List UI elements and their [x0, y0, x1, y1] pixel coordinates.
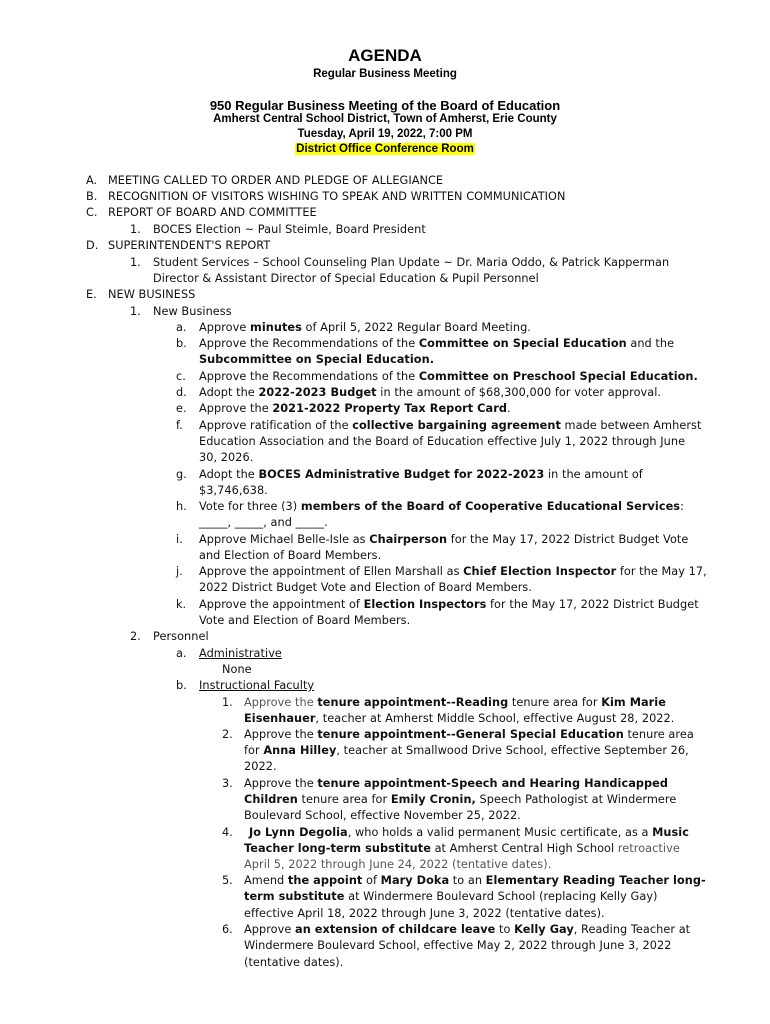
- nb-c-line1: Approve the Recommendations of the Committee on Preschool Special Education.: [199, 370, 698, 383]
- nb-f-line1: Approve ratification of the collective bargaining agreement made between Amherst: [199, 419, 702, 432]
- nb-j-marker: j.: [176, 565, 183, 578]
- faculty-2-line2: for Anna Hilley, teacher at Smallwood Drive School, effective September 26,: [244, 744, 689, 757]
- personnel-a-marker: a.: [176, 647, 187, 660]
- nb-d-line1: Adopt the 2022-2023 Budget in the amount of $68,300,000 for voter approval.: [199, 386, 662, 399]
- nb-a-marker: a.: [176, 321, 187, 334]
- nb-j-line2: 2022 District Budget Vote and Election of Board Members.: [199, 581, 532, 594]
- section-e2-text: Personnel: [153, 630, 209, 643]
- nb-g-line2: $3,746,638.: [199, 484, 268, 497]
- faculty-2-marker: 2.: [222, 728, 233, 741]
- nb-j-line1: Approve the appointment of Ellen Marshall as Chief Election Inspector for the May 17,: [199, 565, 707, 578]
- nb-a-line1: Approve minutes of April 5, 2022 Regular Board Meeting.: [199, 321, 531, 334]
- nb-c-marker: c.: [176, 370, 186, 383]
- section-c-marker: C.: [86, 206, 98, 219]
- section-e1-text: New Business: [153, 305, 232, 318]
- faculty-4-line1: Jo Lynn Degolia, who holds a valid permanent Music certificate, as a Music: [249, 826, 689, 839]
- section-e-marker: E.: [86, 288, 97, 301]
- faculty-6-line2: Windermere Boulevard School, effective May 2, 2022 through June 3, 2022: [244, 939, 672, 952]
- section-c1-text: BOCES Election ~ Paul Steimle, Board President: [153, 223, 426, 236]
- faculty-4-marker: 4.: [222, 826, 233, 839]
- faculty-2-line3: 2022.: [244, 760, 277, 773]
- faculty-5-line3: effective April 18, 2022 through June 3, 2022 (tentative dates).: [244, 907, 605, 920]
- meeting-datetime: Tuesday, April 19, 2022, 7:00 PM: [297, 128, 473, 140]
- faculty-6-line1: Approve an extension of childcare leave to Kelly Gay, Reading Teacher at: [244, 923, 691, 936]
- section-d-text: SUPERINTENDENT'S REPORT: [108, 239, 271, 252]
- faculty-6-marker: 6.: [222, 923, 233, 936]
- location-highlight: District Office Conference Room: [296, 143, 474, 155]
- section-e1-marker: 1.: [130, 305, 141, 318]
- nb-e-line1: Approve the 2021-2022 Property Tax Report Card.: [199, 402, 511, 415]
- nb-k-line1: Approve the appointment of Election Inspectors for the May 17, 2022 District Budget: [199, 598, 699, 611]
- nb-f-line3: 30, 2026.: [199, 451, 254, 464]
- faculty-6-line3: (tentative dates).: [244, 956, 344, 969]
- nb-d-marker: d.: [176, 386, 187, 399]
- section-d-marker: D.: [86, 239, 99, 252]
- faculty-3-line2: Children tenure area for Emily Cronin, Speech Pathologist at Windermere: [244, 793, 677, 806]
- personnel-b-heading: Instructional Faculty: [199, 679, 315, 692]
- nb-f-line2: Education Association and the Board of Education effective July 1, 2022 through June: [199, 435, 686, 448]
- section-d1-marker: 1.: [130, 256, 141, 269]
- section-e2-marker: 2.: [130, 630, 141, 643]
- nb-h-marker: h.: [176, 500, 187, 513]
- nb-h-line1: Vote for three (3) members of the Board of Cooperative Educational Services:: [199, 500, 684, 513]
- nb-g-line1: Adopt the BOCES Administrative Budget for 2022-2023 in the amount of: [199, 468, 643, 481]
- faculty-5-marker: 5.: [222, 874, 233, 887]
- section-d1-line1: Student Services – School Counseling Plan Update ~ Dr. Maria Oddo, & Patrick Kapperman: [153, 256, 670, 269]
- faculty-4-line3: April 5, 2022 through June 24, 2022 (tentative dates).: [244, 858, 552, 871]
- faculty-1-line2: Eisenhauer, teacher at Amherst Middle School, effective August 28, 2022.: [244, 712, 675, 725]
- faculty-3-line3: Boulevard School, effective November 25, 2022.: [244, 809, 521, 822]
- personnel-a-none: None: [222, 663, 252, 676]
- section-c1-marker: 1.: [130, 223, 141, 236]
- faculty-5-line2: term substitute at Windermere Boulevard School (replacing Kelly Gay): [244, 890, 658, 903]
- faculty-2-line1: Approve the tenure appointment--General Special Education tenure area: [244, 728, 694, 741]
- section-a-text: MEETING CALLED TO ORDER AND PLEDGE OF ALLEGIANCE: [108, 174, 444, 187]
- agenda-subtitle: Regular Business Meeting: [313, 68, 457, 80]
- nb-e-marker: e.: [176, 402, 187, 415]
- faculty-5-line1: Amend the appoint of Mary Doka to an Elementary Reading Teacher long-: [244, 874, 706, 887]
- faculty-3-marker: 3.: [222, 777, 233, 790]
- faculty-1-marker: 1.: [222, 696, 233, 709]
- personnel-b-marker: b.: [176, 679, 187, 692]
- section-a-marker: A.: [86, 174, 98, 187]
- faculty-4-line2: Teacher long-term substitute at Amherst Central High School retroactive: [244, 842, 680, 855]
- nb-k-line2: Vote and Election of Board Members.: [199, 614, 411, 627]
- nb-k-marker: k.: [176, 598, 187, 611]
- agenda-title: AGENDA: [348, 46, 422, 65]
- nb-i-marker: i.: [176, 533, 183, 546]
- section-d1-line2: Director & Assistant Director of Special Education & Pupil Personnel: [153, 272, 539, 285]
- nb-g-marker: g.: [176, 468, 187, 481]
- section-e-text: NEW BUSINESS: [108, 288, 196, 301]
- nb-i-line1: Approve Michael Belle-Isle as Chairperson for the May 17, 2022 District Budget Vote: [199, 533, 689, 546]
- nb-h-line2: _____, _____, and _____.: [199, 516, 328, 529]
- faculty-3-line1: Approve the tenure appointment-Speech and Hearing Handicapped: [244, 777, 669, 790]
- section-b-text: RECOGNITION OF VISITORS WISHING TO SPEAK AND WRITTEN COMMUNICATION: [108, 190, 566, 203]
- nb-b-line1: Approve the Recommendations of the Committee on Special Education and the: [199, 337, 675, 350]
- meeting-location: [0, 143, 770, 155]
- faculty-1-line1: Approve the tenure appointment--Reading tenure area for Kim Marie: [244, 696, 666, 709]
- nb-b-marker: b.: [176, 337, 187, 350]
- nb-i-line2: and Election of Board Members.: [199, 549, 382, 562]
- meeting-name: 950 Regular Business Meeting of the Board of Education: [209, 98, 561, 113]
- nb-f-marker: f.: [176, 419, 183, 432]
- nb-b-line2: Subcommittee on Special Education.: [199, 353, 435, 366]
- section-c-text: REPORT OF BOARD AND COMMITTEE: [108, 206, 317, 219]
- section-b-marker: B.: [86, 190, 98, 203]
- district-name: Amherst Central School District, Town of Amherst, Erie County: [213, 113, 557, 125]
- personnel-a-heading: Administrative: [199, 647, 282, 660]
